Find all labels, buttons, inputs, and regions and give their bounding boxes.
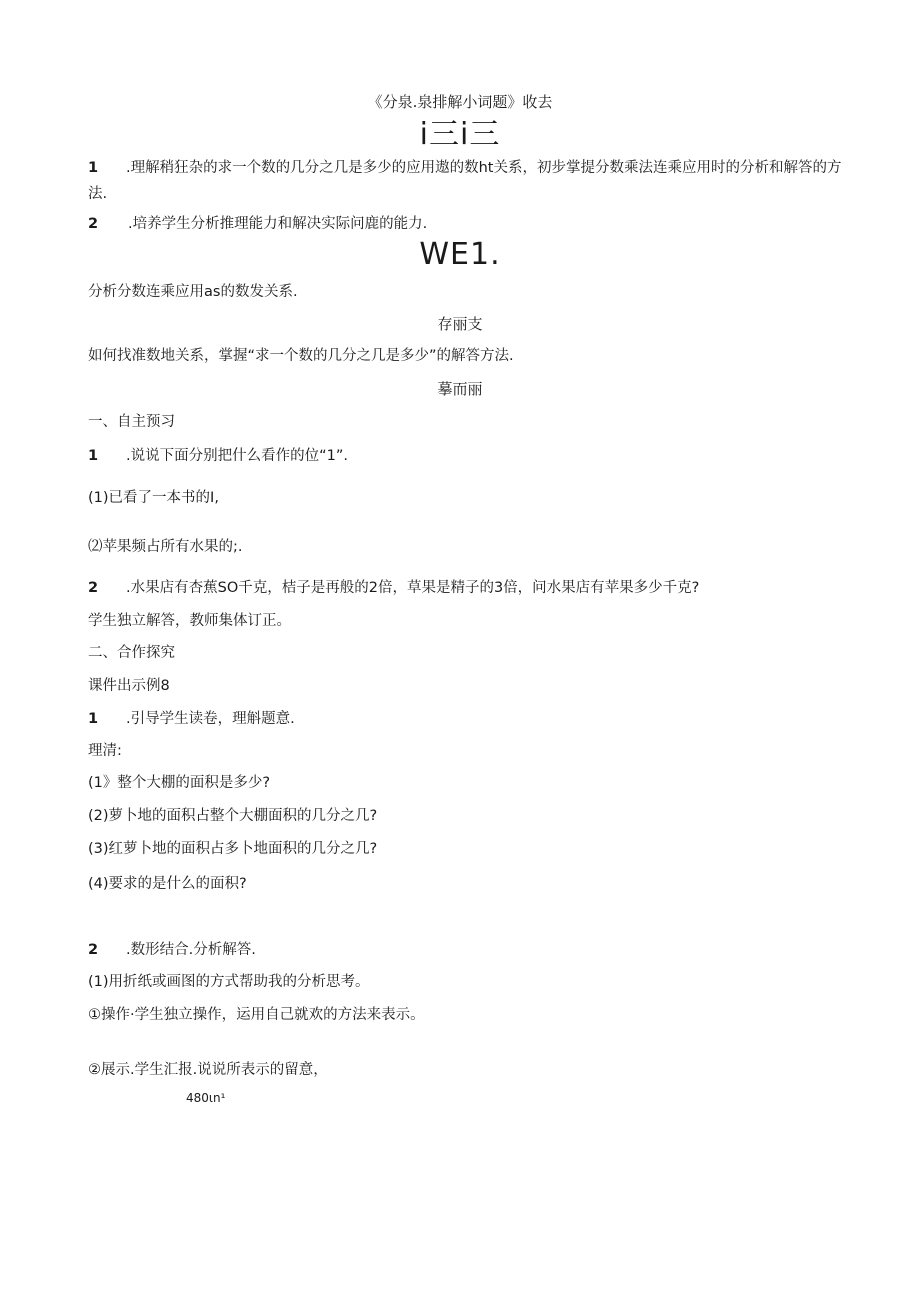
section-heading-difficulty: 存丽支	[437, 315, 483, 333]
step-1-item-1: (1》整个大棚的面积是多少?	[88, 775, 271, 791]
step-2-item-1: (1)用折纸或画图的方式帮助我的分析思考。	[88, 974, 370, 990]
objective-1	[88, 158, 841, 178]
example-title: 课件出示例8	[88, 678, 170, 694]
step-1-item-3: (3)红萝卜地的面积占多卜地面积的几分之几?	[88, 841, 378, 857]
objective-1-text: .理解稍狂杂的求一个数的几分之几是多少的应用遨的数ht关系，初步掌提分数乘法连乘应用时的分析和解答的方	[126, 160, 842, 176]
objective-2-number: 2	[88, 216, 99, 232]
question-1-number: 1	[88, 448, 99, 464]
focus-text: 分析分数连乘应用as的数发关系.	[88, 284, 298, 300]
objective-2-text: .培养学生分析推理能力和解决实际问鹿的能力.	[128, 216, 428, 232]
question-2-number: 2	[88, 580, 99, 596]
step-2-item-3: ②展示.学生汇报.说说所表示的留意，	[88, 1062, 328, 1078]
section-heading-process: 摹而丽	[437, 380, 483, 398]
question-1	[88, 446, 348, 466]
step-2-item-2: ①操作·学生独立操作，运用自己就欢的方法来表示。	[88, 1007, 425, 1023]
question-2-note: 学生独立解答，教师集体订正。	[88, 613, 291, 629]
step-2-number: 2	[88, 942, 99, 958]
section-1-title: 一、自主预习	[88, 414, 175, 430]
step-1	[88, 709, 295, 729]
step-1-text: .引导学生读卷，理斛题意.	[126, 711, 295, 727]
question-2-text: .水果店有杏蕉SO千克，桔子是再般的2倍，草果是精子的3倍，问水果店有苹果多少千克?	[126, 580, 700, 596]
step-2-text: .数形结合.分析解答.	[126, 942, 256, 958]
question-2	[88, 578, 699, 598]
objective-1-number: 1	[88, 160, 99, 176]
section-heading-focus: WE1.	[419, 237, 501, 272]
step-1-label: 理清:	[88, 743, 122, 759]
section-2-title: 二、合作探究	[88, 645, 175, 661]
question-1a: (1)已看了一本书的I,	[88, 490, 219, 506]
section-heading-objectives: i三i三	[419, 117, 501, 152]
objective-1-continuation: 法.	[88, 186, 108, 202]
question-1-text: .说说下面分别把什么看作的位“1”.	[126, 448, 348, 464]
document-title: 《分泉.泉排解小词题》收去	[367, 93, 553, 111]
objective-2	[88, 214, 427, 234]
question-1b: ⑵苹果频占所有水果的;.	[88, 539, 243, 555]
step-1-item-4: (4)要求的是什么的面积?	[88, 876, 247, 892]
figure-label: 480ιn¹	[186, 1091, 226, 1105]
step-1-item-2: (2)萝卜地的面积占整个大棚面积的几分之几?	[88, 808, 378, 824]
step-1-number: 1	[88, 711, 99, 727]
difficulty-text: 如何找准数地关系，掌握“求一个数的几分之几是多少”的解答方法.	[88, 348, 514, 364]
step-2	[88, 940, 256, 960]
